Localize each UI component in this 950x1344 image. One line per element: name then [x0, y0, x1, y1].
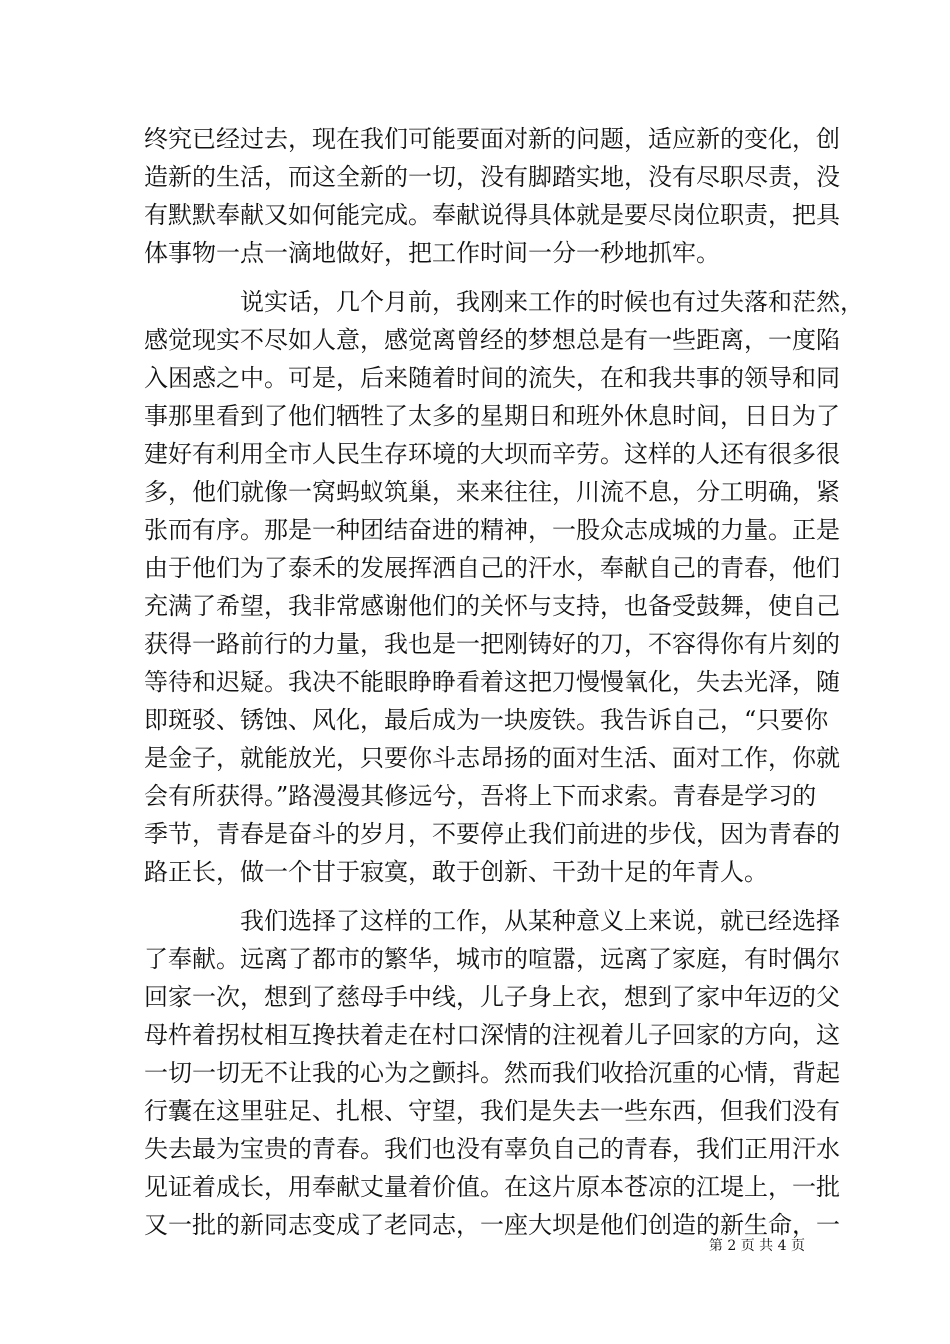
text-line: 了奉献。远离了都市的繁华，城市的喧嚣，远离了家庭，有时偶尔 — [144, 945, 840, 973]
paragraph-spacing — [144, 272, 808, 283]
text-line: 体事物一点一滴地做好，把工作时间一分一秒地抓牢。 — [144, 239, 720, 267]
text-line: 多，他们就像一窝蚂蚁筑巢，来来往往，川流不息，分工明确，紧 — [144, 478, 840, 506]
text-line: 等待和迟疑。我决不能眼睁睁看着这把刀慢慢氧化，失去光泽，随 — [144, 668, 840, 696]
text-line: 行囊在这里驻足、扎根、守望，我们是失去一些东西，但我们没有 — [144, 1097, 840, 1125]
text-line: 是金子，就能放光，只要你斗志昂扬的面对生活、面对工作，你就 — [144, 744, 840, 772]
text-line: 入困惑之中。可是，后来随着时间的流失，在和我共事的领导和同 — [144, 364, 840, 392]
text-line: 回家一次，想到了慈母手中线，儿子身上衣，想到了家中年迈的父 — [144, 983, 840, 1011]
text-line: 事那里看到了他们牺牲了太多的星期日和班外休息时间，日日为了 — [144, 402, 840, 430]
paragraph-spacing — [144, 891, 808, 902]
text-line: 终究已经过去，现在我们可能要面对新的问题，适应新的变化，创 — [144, 125, 840, 153]
text-line: 失去最为宝贵的青春。我们也没有辜负自己的青春，我们正用汗水 — [144, 1135, 840, 1163]
text-line: 张而有序。那是一种团结奋进的精神，一股众志成城的力量。正是 — [144, 516, 840, 544]
text-line: 即斑驳、锈蚀、风化，最后成为一块废铁。我告诉自己，“只要你 — [144, 706, 829, 734]
page-number-footer: 第 2 页 共 4 页 — [708, 1238, 805, 1254]
text-line: 获得一路前行的力量，我也是一把刚铸好的刀，不容得你有片刻的 — [144, 630, 840, 658]
text-line: 充满了希望，我非常感谢他们的关怀与支持，也备受鼓舞，使自己 — [144, 592, 840, 620]
paragraph-2 — [144, 283, 864, 891]
text-line: 由于他们为了泰禾的发展挥洒自己的汗水，奉献自己的青春，他们 — [144, 554, 840, 582]
document-body — [144, 120, 864, 1244]
text-line: 见证着成长，用奉献丈量着价值。在这片原本苍凉的江堤上，一批 — [144, 1173, 840, 1201]
paragraph-1 — [144, 120, 840, 272]
text-line: 一切一切无不让我的心为之颤抖。然而我们收拾沉重的心情，背起 — [144, 1059, 840, 1087]
text-line: 有默默奉献又如何能完成。奉献说得具体就是要尽岗位职责，把具 — [144, 201, 840, 229]
text-line: 会有所获得。”路漫漫其修远兮，吾将上下而求索。青春是学习的 — [144, 782, 817, 810]
text-line: 感觉现实不尽如人意，感觉离曾经的梦想总是有一些距离，一度陷 — [144, 326, 840, 354]
text-line: 又一批的新同志变成了老同志，一座大坝是他们创造的新生命，一 — [144, 1211, 840, 1239]
text-line: 路正长，做一个甘于寂寞，敢于创新、干劲十足的年青人。 — [144, 858, 768, 886]
text-line: 母杵着拐杖相互搀扶着走在村口深情的注视着儿子回家的方向，这 — [144, 1021, 840, 1049]
paragraph-3 — [144, 902, 840, 1244]
text-line: 造新的生活，而这全新的一切，没有脚踏实地，没有尽职尽责，没 — [144, 163, 840, 191]
text-line: 建好有利用全市人民生存环境的大坝而辛劳。这样的人还有很多很 — [144, 440, 840, 468]
text-line: 说实话，几个月前，我刚来工作的时候也有过失落和茫然， — [240, 288, 864, 316]
text-line: 我们选择了这样的工作，从某种意义上来说，就已经选择 — [240, 907, 840, 935]
text-line: 季节，青春是奋斗的岁月，不要停止我们前进的步伐，因为青春的 — [144, 820, 840, 848]
